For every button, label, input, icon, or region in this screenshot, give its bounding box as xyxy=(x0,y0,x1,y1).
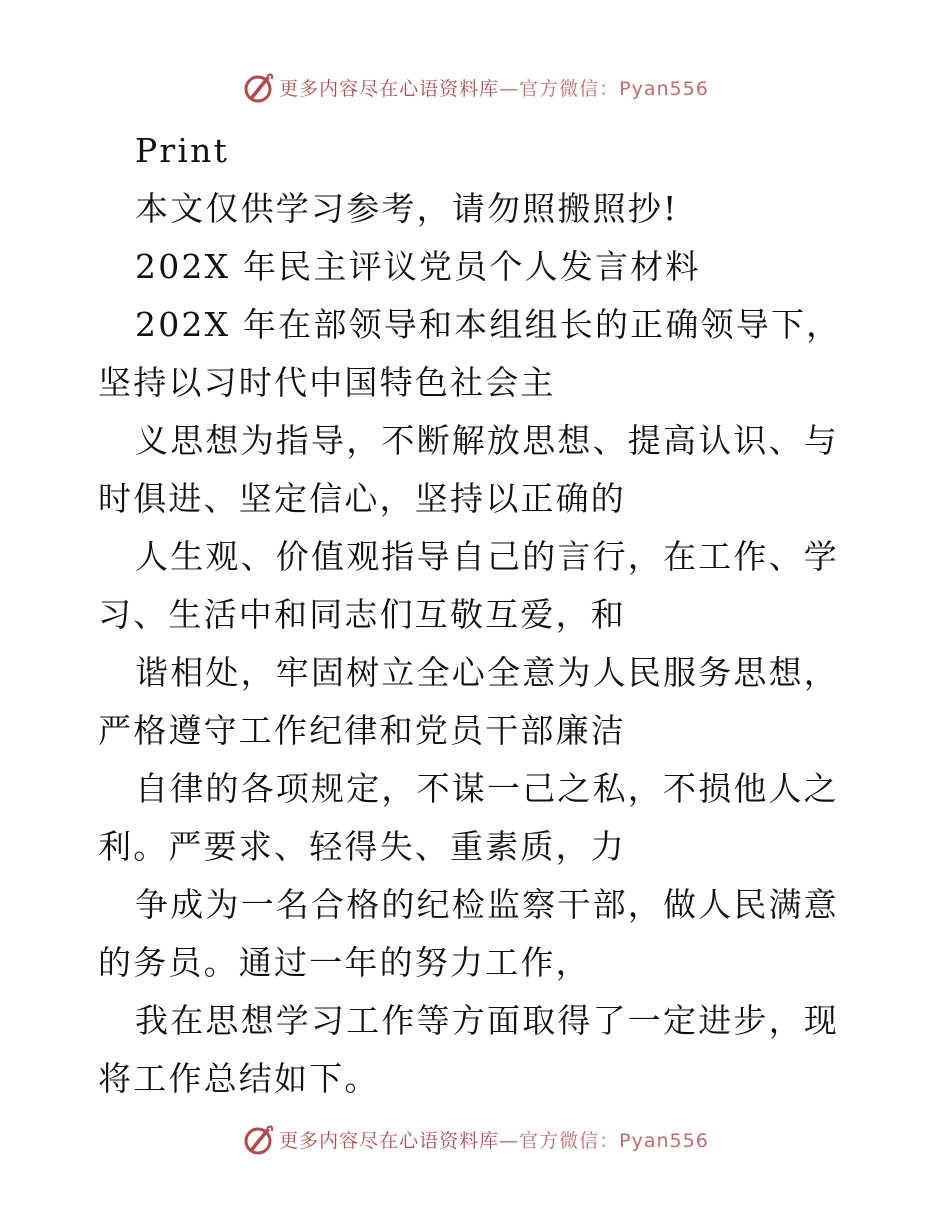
feather-pen-logo-icon xyxy=(241,70,275,104)
footer-watermark-banner xyxy=(0,1122,950,1156)
document-title: 202X 年民主评议党员个人发言材料 xyxy=(135,247,701,286)
paragraph: 人生观、价值观指导自己的言行，在工作、学习、生活中和同志们互敬互爱，和 xyxy=(98,537,839,634)
feather-pen-logo-icon xyxy=(241,1122,275,1156)
header-watermark-banner xyxy=(0,70,950,104)
banner-main-text: 更多内容尽在心语资料库 xyxy=(279,77,500,100)
document-body xyxy=(98,122,868,1108)
paragraph-print: Print xyxy=(135,131,230,170)
banner-sub-text: —官方微信：Pyan556 xyxy=(499,77,709,100)
paragraph: 202X 年在部领导和本组组长的正确领导下，坚持以习时代中国特色社会主 xyxy=(98,305,842,402)
banner-main-text: 更多内容尽在心语资料库 xyxy=(279,1129,500,1152)
paragraph: 我在思想学习工作等方面取得了一定进步，现将工作总结如下。 xyxy=(98,1001,839,1098)
paragraph: 谐相处，牢固树立全心全意为人民服务思想，严格遵守工作纪律和党员干部廉洁 xyxy=(98,653,839,750)
paragraph: 自律的各项规定，不谋一己之私，不损他人之利。严要求、轻得失、重素质，力 xyxy=(98,769,839,866)
banner-sub-text: —官方微信：Pyan556 xyxy=(499,1129,709,1152)
paragraph-disclaimer: 本文仅供学习参考，请勿照搬照抄! xyxy=(135,189,679,228)
paragraph: 争成为一名合格的纪检监察干部，做人民满意的务员。通过一年的努力工作， xyxy=(98,885,839,982)
paragraph: 义思想为指导，不断解放思想、提高认识、与时俱进、坚定信心，坚持以正确的 xyxy=(98,421,839,518)
